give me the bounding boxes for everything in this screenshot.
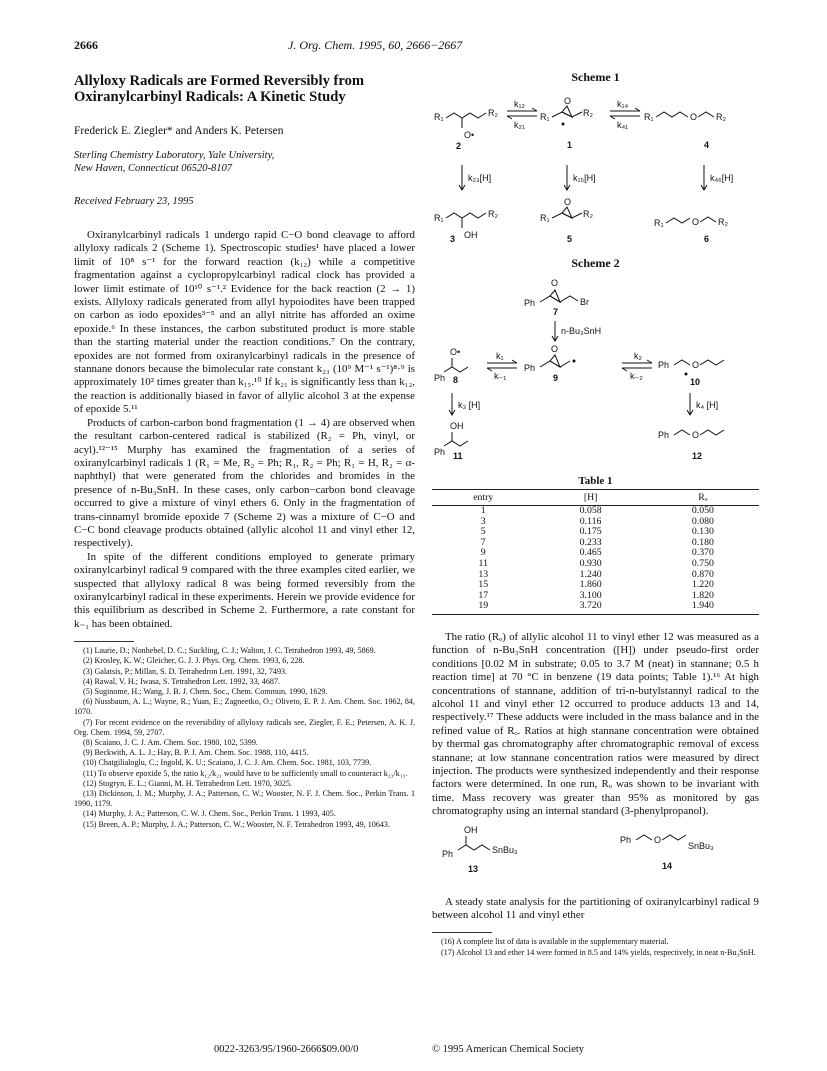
r1-label: R₁ <box>644 112 654 122</box>
oxygen-label: O <box>692 360 700 370</box>
table-header-row <box>432 490 759 506</box>
compound-number: 8 <box>453 375 459 385</box>
bond-chain <box>698 112 714 117</box>
table-cell: 0.465 <box>579 547 602 559</box>
table-cell: 5 <box>480 526 486 538</box>
phenyl-label: Ph <box>658 360 670 370</box>
table-1-title: Table 1 <box>578 475 613 487</box>
footnote: (16) A complete list of data is available in the supplementary material. <box>441 937 669 947</box>
footnote: (1) Laurie, D.; Nonhebel, D. C.; Suckling, C. J.; Walton, J. C. Tetrahedron 1993, 49, 5869. <box>83 646 376 656</box>
r1-label: R₁ <box>540 213 550 223</box>
bond-chain <box>662 835 686 840</box>
body-paragraph: Oxiranylcarbinyl radicals 1 undergo rapid C−O bond cleavage to afford allyloxy radicals 2 (Scheme 1). Spectroscopic studies¹ have placed a lower limit of 10⁸ s⁻¹ for the forward reaction (k₁₂) while a competitive fragmentation against a cyclopropylcarbinyl radical clock has provided a lower limit estimate of 10¹⁰ s⁻¹.² Evidence for the back reaction (2 → 1) exists. Allyloxy radicals generated from allyl hypoiodites have been trapped on carbon as iodo epoxides³⁻⁵ and an allyl nitrite has afforded an oxime epoxide.⁶ In these instances, the carbon substituted product is more stable than the starting material under the reaction conditions.⁷ On the contrary, epoxides are not formed from oxiranylcarbinyl radicals in the presence of stannane donors because the bimolecular rate constant k₂₃ (10⁹ M⁻¹ s⁻¹)⁸·⁹ is approximately 10² times greater than k₁₅.¹⁰ If k₂₁ is significantly less than k₁₂, the reaction is additionally biased in favor of allylic alcohol 3 at the expense of epoxide 5.¹¹ <box>74 229 415 416</box>
received-date: Received February 23, 1995 <box>74 196 194 207</box>
table-row <box>432 601 759 614</box>
compound-number: 6 <box>704 234 710 244</box>
oxygen-label: O <box>692 217 700 227</box>
epoxide-ring <box>550 290 560 302</box>
footnote: (8) Scaiano, J. C. J. Am. Chem. Soc. 1980, 102, 5399. <box>83 738 258 748</box>
phenyl-label: Ph <box>434 373 446 383</box>
table-cell: 0.180 <box>691 536 714 548</box>
r2-label: R₂ <box>488 108 498 118</box>
compound-number: 12 <box>692 451 703 461</box>
footnote: (11) To observe epoxide 5, the ratio k₁₂/k₂₁ would have to be sufficiently small to counteract k₂₃/k₁₅. <box>83 768 408 778</box>
bond-chain <box>700 360 724 365</box>
affiliation-line: New Haven, Connecticut 06520-8107 <box>74 163 233 174</box>
k1-label: k₁ <box>496 351 504 361</box>
footnote: (6) Nussbaum, A. L.; Wayne, R.; Yuan, E.; Zagneetko, O.; Oliveto, E. P. J. Am. Chem. Soc. 1962, 84, 1070. <box>74 697 415 717</box>
table-row <box>432 506 759 517</box>
adducts-diagram <box>432 819 759 879</box>
hydroxyl-label: OH <box>450 421 464 431</box>
table-cell: 11 <box>478 557 488 569</box>
footer-code: 0022-3263/95/1960-2666$09.00/0 <box>214 1044 359 1055</box>
bond-chain <box>444 367 468 372</box>
table-row <box>432 559 759 570</box>
footnotes-right <box>432 937 759 957</box>
phenyl-label: Ph <box>442 848 454 859</box>
bond-chain <box>700 430 724 435</box>
affiliation <box>74 149 415 175</box>
table-cell: 0.080 <box>691 515 714 527</box>
table-cell: 0.175 <box>579 526 602 538</box>
km2-label: k₋₂ <box>630 371 643 381</box>
hydroxyl-label: OH <box>464 230 478 240</box>
column-header: entry <box>432 490 535 506</box>
table-cell: 0.870 <box>691 568 714 580</box>
hydroxyl-label: OH <box>464 824 478 835</box>
k46-label: k₄₆[H] <box>710 173 734 183</box>
compound-number: 1 <box>567 140 573 150</box>
k3-label: k₃ [H] <box>458 400 481 410</box>
k21-label: k₂₁ <box>514 120 526 130</box>
table-cell: 3.720 <box>535 601 647 614</box>
compound-number: 4 <box>704 140 710 150</box>
table-cell: 0.370 <box>691 547 714 559</box>
table-cell: 1.240 <box>579 568 602 580</box>
footnote: (15) Breen, A. P.; Murphy, J. A.; Patterson, C. W.; Wooster, N. F. Tetrahedron 1993, 49, 10643. <box>83 819 391 829</box>
table-cell: 0.050 <box>691 505 714 516</box>
compound-number: 5 <box>567 234 573 244</box>
compound-number: 10 <box>690 377 701 387</box>
km1-label: k₋₁ <box>494 371 507 381</box>
compound-number: 7 <box>553 307 559 317</box>
footnote: (9) Beckwith, A. L. J.; Hay, B. P. J. Am. Chem. Soc. 1988, 110, 4415. <box>83 748 309 758</box>
phenyl-label: Ph <box>524 298 536 308</box>
reagent-label: n-Bu₃SnH <box>561 326 602 336</box>
footnote: (7) For recent evidence on the reversibility of allyloxy radicals see, Ziegler, F. E.; Petersen, A. K. J. Org. Chem. 1994, 59, 2707. <box>74 717 415 737</box>
r2-label: R₂ <box>583 209 593 219</box>
footnote: (14) Murphy, J. A.; Patterson, C. W. J. Chem. Soc., Perkin Trans. 1 1993, 405. <box>83 809 336 819</box>
bond-chain <box>674 430 690 435</box>
table-cell: 0.930 <box>579 557 602 569</box>
compound-number: 3 <box>450 234 456 244</box>
table-cell: 7 <box>480 536 486 548</box>
compound-number: 9 <box>553 373 559 383</box>
k15-label: k₁₅[H] <box>573 173 596 183</box>
table-cell: 19 <box>432 601 535 614</box>
scheme-2-title: Scheme 2 <box>571 256 620 270</box>
r2-label: R₂ <box>488 209 498 219</box>
column-header: Rₒ <box>647 490 759 506</box>
bond-chain <box>636 835 652 840</box>
epoxide-ring <box>550 355 560 367</box>
r1-label: R₁ <box>434 112 444 122</box>
table-cell: 0.750 <box>691 557 714 569</box>
authors: Frederick E. Ziegler* and Anders K. Petersen <box>74 125 284 137</box>
table-cell: 3 <box>480 515 486 527</box>
oxygen-label: O <box>692 430 700 440</box>
page-number: 2666 <box>74 38 98 52</box>
body-paragraph: The ratio (Rₒ) of allylic alcohol 11 to vinyl ether 12 was measured as a function of n-Bu₃SnH concentration ([H]) under pseudo-first order conditions [0.02 M in substrate; 0.05 to 3.7 M (neat) in stannane; 0.5 h reaction time] at 70 °C in benzene (19 data points; Table 1).¹⁶ At high concentrations of stannane, addition of tri-n-butylstannyl radical to the alcohol 11 and vinyl ether 12 occurred to produce adducts 13 and 14, respectively.¹⁷ These adducts were included in the mass balance and in the refined value of Rₒ. Ratios at high stannane concentration were obtained by thermal gas chromatography after chromatographic removal of excess stannane; at low stannane concentration ratios were measured by direct injection. The products were synthesized independently and their response factors were determined. In one run, Rₒ was shown to be invariant with time. Mass recovery was greater than 95% as monitored by gas chromatography using an internal standard (3-phenylpropanol). <box>432 630 759 818</box>
bond-chain <box>674 360 690 365</box>
k12-label: k₁₂ <box>514 99 526 109</box>
bond-chain <box>446 113 486 118</box>
footnote: (10) Chatgilialoglu, C.; Ingold, K. U.; Scaiano, J. C. J. Am. Chem. Soc. 1981, 103, 7739. <box>83 758 372 768</box>
footnote: (3) Galatsis, P.; Millan, S. D. Tetrahedron Lett. 1991, 32, 7493. <box>83 666 288 676</box>
bond-chain <box>700 217 716 222</box>
table-cell: 0.116 <box>579 515 602 527</box>
oxygen-label: O <box>690 112 698 122</box>
table-cell: 3.100 <box>579 589 602 601</box>
footnote-divider <box>432 932 492 933</box>
bond-chain <box>656 112 688 117</box>
running-header: J. Org. Chem. 1995, 60, 2666−2667 <box>288 38 463 52</box>
stannyl-label: SnBu₃ <box>492 844 518 855</box>
right-column <box>432 70 759 958</box>
bond-chain <box>444 441 468 446</box>
k41-label: k₄₁ <box>617 120 629 130</box>
oxygen-label: O <box>551 344 559 354</box>
body-paragraph: Products of carbon-carbon bond fragmentation (1 → 4) are observed when the resultant carbon-centered radical is stabilized (R₂ = Ph, vinyl, or acyl).¹²⁻¹⁵ Murphy has examined the fragmentation of a series of oxiranylcarbinyl radicals 1 (R₁ = Me, R₂ = Ph; R₁, R₂ = Ph; R₁ = H, R₂ = α-naphthyl) that were generated from the chlorides and bromides in the presence of n-Bu₃SnH. In these cases, only carbon−carbon bond cleavage occurred to give a mixture of vinyl ethers 6. Only in the fragmentation of trans-cinnamyl bromide epoxide 7 (Scheme 2) was a mixture of C−O and C−C bond cleavage products obtained (allylic alcohol 11 and vinyl ether 12, respectively). <box>74 416 415 550</box>
table-cell: 0.233 <box>579 536 602 548</box>
phenyl-label: Ph <box>524 363 536 373</box>
oxygen-label: O <box>564 197 572 207</box>
column-header: [H] <box>535 490 647 506</box>
compound-number: 13 <box>468 863 479 874</box>
footnote: (13) Dickinson, J. M.; Murphy, J. A.; Patterson, C. W.; Wooster, N. F. J. Chem. Soc., Perkin Trans. 1 1990, 1179. <box>74 789 415 809</box>
footnotes-left <box>74 646 415 830</box>
oxygen-label: O <box>654 834 662 845</box>
table-cell: 1.860 <box>579 579 602 591</box>
r1-label: R₁ <box>540 112 550 122</box>
scheme-1-diagram <box>432 85 759 245</box>
table-cell: 17 <box>478 589 489 601</box>
compound-number: 14 <box>662 860 673 871</box>
oxy-radical-label: O• <box>464 130 475 140</box>
oxy-radical-label: O• <box>450 347 461 357</box>
phenyl-label: Ph <box>620 834 632 845</box>
bromine-label: Br <box>580 297 589 307</box>
footnote: (12) Stogryn, E. L.; Gianni, M. H. Tetrahedron Lett. 1970, 3025. <box>83 778 293 788</box>
table-cell: 15 <box>478 579 489 591</box>
table-cell: 0.058 <box>579 505 602 516</box>
k14-label: k₁₄ <box>617 99 629 109</box>
k23-label: k₂₃[H] <box>468 173 492 183</box>
table-cell: 13 <box>478 568 489 580</box>
bond-chain <box>666 218 690 223</box>
r2-label: R₂ <box>583 108 593 118</box>
oxygen-label: O <box>551 278 559 288</box>
compound-number: 2 <box>456 141 462 151</box>
scheme-1-title: Scheme 1 <box>571 70 620 84</box>
table-cell: 0.130 <box>691 526 714 538</box>
footnote: (17) Alcohol 13 and ether 14 were formed in 8.5 and 14% yields, respectively, in neat n-Bu₃SnH. <box>441 947 756 957</box>
footnote: (5) Suginome, H.; Wang, J. B. J. Chem. Soc., Chem. Commun. 1990, 1629. <box>83 687 328 696</box>
table-cell: 1 <box>480 505 486 516</box>
k2-label: k₂ <box>634 351 642 361</box>
body-paragraph: In spite of the different conditions employed to generate primary oxiranylcarbinyl radical 9 compared with the three examples cited earlier, we suspected that allyloxy radical 8 was being formed reversibly from the oxiranylcarbinyl radical in these experiments. Herein we provide evidence for this equilibrium as described in Scheme 2. Furthermore, a rate constant for k₋₁ has been obtained. <box>74 550 415 630</box>
footnote: (4) Rawal, V. H.; Iwasa, S. Tetrahedron Lett. 1992, 33, 4687. <box>83 676 281 686</box>
phenyl-label: Ph <box>434 447 446 457</box>
left-column <box>74 73 415 830</box>
epoxide-ring <box>562 106 572 117</box>
phenyl-label: Ph <box>658 430 670 440</box>
epoxide-ring <box>562 207 572 218</box>
table-cell: 9 <box>480 547 486 559</box>
r2-label: R₂ <box>718 217 728 227</box>
table-1 <box>432 489 759 615</box>
oxygen-label: O <box>564 96 572 106</box>
r1-label: R₁ <box>434 213 444 223</box>
radical-dot <box>685 373 687 375</box>
k4-label: k₄ [H] <box>696 400 719 410</box>
article-title: Allyloxy Radicals are Formed Reversibly from Oxiranylcarbinyl Radicals: A Kinetic Study <box>74 73 365 105</box>
footnote-divider <box>74 641 134 642</box>
bond-chain <box>446 213 486 218</box>
radical-dot <box>573 360 575 362</box>
footer-copyright: © 1995 American Chemical Society <box>432 1044 585 1055</box>
compound-number: 11 <box>453 451 463 461</box>
footnote: (2) Krosley, K. W.; Gleicher, G. J. J. Phys. Org. Chem. 1993, 6, 228. <box>83 656 305 666</box>
body-paragraph: A steady state analysis for the partitioning of oxiranylcarbinyl radical 9 between alcohol 11 and vinyl ether <box>432 895 759 922</box>
bond-chain <box>458 845 490 850</box>
affiliation-line: Sterling Chemistry Laboratory, Yale University, <box>74 150 275 161</box>
r1-label: R₁ <box>654 218 664 228</box>
table-cell: 1.940 <box>647 601 759 614</box>
table-cell: 1.820 <box>691 589 714 601</box>
radical-dot <box>562 123 564 125</box>
stannyl-label: SnBu₃ <box>688 840 714 851</box>
scheme-2-diagram <box>432 271 759 467</box>
r2-label: R₂ <box>716 112 726 122</box>
table-cell: 1.220 <box>691 579 714 591</box>
